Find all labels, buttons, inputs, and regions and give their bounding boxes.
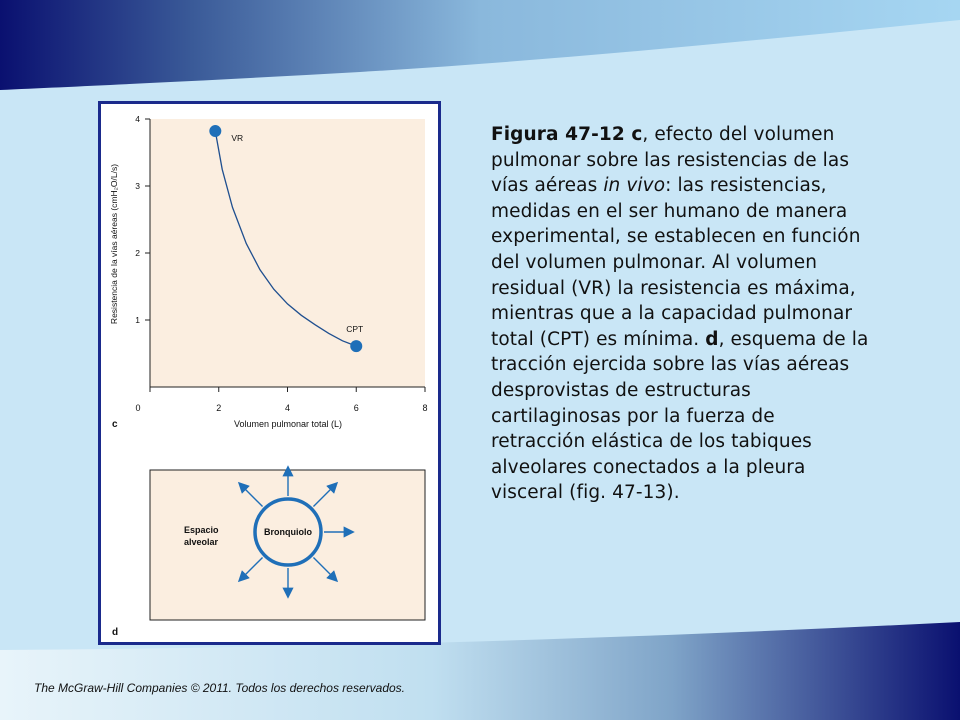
alveolar-label-line1: Espacio xyxy=(184,525,219,535)
x-tick-label: 0 xyxy=(135,403,141,413)
plot-area xyxy=(150,119,425,387)
x-ticks xyxy=(135,387,427,413)
caption-in-vivo: in vivo xyxy=(603,175,666,197)
y-axis-label: Resistencia de la vías aéreas (cmH₂O/L/s) xyxy=(109,163,119,325)
alveolar-label-line2: alveolar xyxy=(184,537,219,547)
figure xyxy=(98,101,441,645)
caption-text-3: , esquema de la tracción ejercida sobre las vías aéreas desprovistas de estructuras cartilaginosas por la fuerza de retracción elástica de los tabiques alveolares conectados a la pleura visceral (fig. 47-13). xyxy=(491,328,869,504)
figure-caption xyxy=(491,122,871,506)
point-cpt xyxy=(350,340,362,352)
x-tick-label: 8 xyxy=(422,403,428,413)
caption-label-d: d xyxy=(705,328,719,350)
x-tick-label: 6 xyxy=(353,403,359,413)
copyright-footer: The McGraw-Hill Companies © 2011. Todos los derechos reservados. xyxy=(34,681,406,695)
panel-d-label: d xyxy=(112,627,119,638)
y-tick-label: 2 xyxy=(135,248,140,258)
caption-text-1: , efecto del volumen pulmonar sobre las resistencias de las vías aéreas xyxy=(491,124,850,197)
caption-text-2: : las resistencias, medidas en el ser humano de manera experimental, se establecen en función del volumen pulmonar. Al volumen residual (VR) la resistencia es máxima, mientras que a la capacidad pulmonar total (CPT) es mínima. xyxy=(491,175,861,350)
y-ticks xyxy=(135,114,150,325)
caption-label-c: Figura 47-12 c xyxy=(491,124,643,145)
y-tick-label: 4 xyxy=(135,114,140,124)
chart-panel-c xyxy=(109,114,428,430)
x-tick-label: 4 xyxy=(284,403,291,413)
point-label-cpt: CPT xyxy=(346,324,364,335)
diagram-panel-d xyxy=(112,468,425,638)
y-tick-label: 3 xyxy=(135,181,140,191)
x-axis-label: Volumen pulmonar total (L) xyxy=(233,419,343,429)
y-tick-label: 1 xyxy=(135,315,140,325)
point-vr xyxy=(209,125,221,137)
bronchiole-label: Bronquiolo xyxy=(264,527,312,537)
panel-c-label: c xyxy=(112,419,118,430)
point-label-vr: VR xyxy=(231,133,244,144)
x-tick-label: 2 xyxy=(216,403,222,413)
